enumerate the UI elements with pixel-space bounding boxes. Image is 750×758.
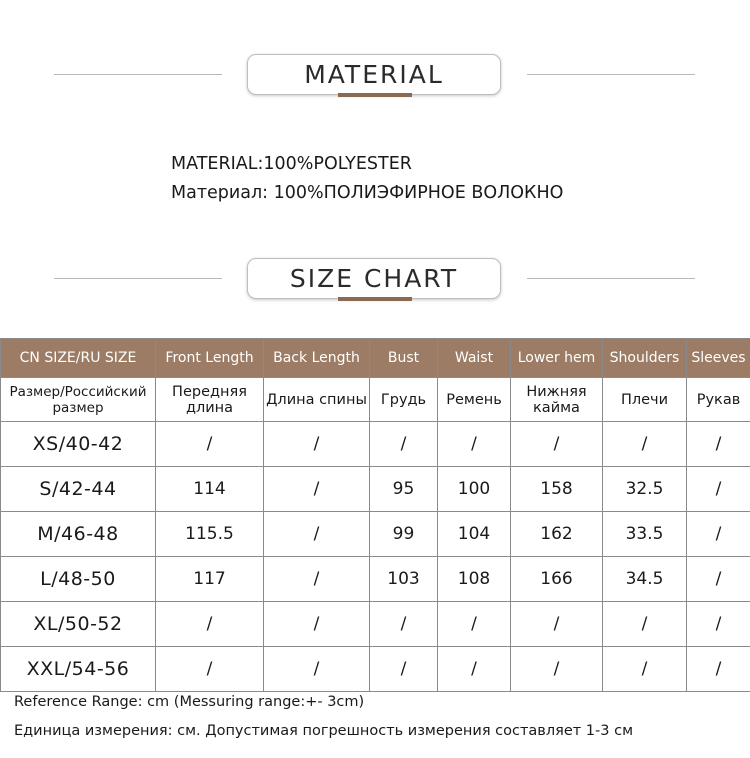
- header-ru-size: Размер/Российский размер: [1, 378, 156, 422]
- header-front-length: Front Length: [156, 339, 264, 378]
- size-cell: M/46-48: [1, 512, 156, 557]
- table-cell: /: [264, 557, 370, 602]
- table-row: [1, 602, 750, 647]
- table-cell: /: [370, 602, 438, 647]
- table-cell: 32.5: [603, 467, 687, 512]
- table-row: [1, 557, 750, 602]
- size-chart-title: SIZE CHART: [289, 264, 459, 293]
- table-cell: /: [603, 647, 687, 692]
- reference-note-en: Reference Range: cm (Messuring range:+- 3cm): [14, 694, 365, 710]
- table-cell: 104: [438, 512, 511, 557]
- header-ru-bust: Грудь: [370, 378, 438, 422]
- table-row: [1, 422, 750, 467]
- table-cell: /: [264, 647, 370, 692]
- table-cell: /: [264, 467, 370, 512]
- table-header-row-ru: [1, 378, 750, 422]
- divider-right: [527, 74, 695, 75]
- table-row: [1, 512, 750, 557]
- table-cell: /: [264, 422, 370, 467]
- table-cell: 34.5: [603, 557, 687, 602]
- header-bust: Bust: [370, 339, 438, 378]
- size-chart-section-header: [0, 258, 750, 304]
- material-description: [171, 150, 563, 208]
- table-cell: /: [687, 557, 750, 602]
- size-cell: L/48-50: [1, 557, 156, 602]
- header-ru-back-length: Длина спины: [264, 378, 370, 422]
- table-cell: /: [511, 647, 603, 692]
- header-ru-front-length: Передняя длина: [156, 378, 264, 422]
- table-cell: /: [370, 422, 438, 467]
- table-header-row-en: [1, 339, 750, 378]
- table-cell: /: [511, 602, 603, 647]
- header-ru-shoulders: Плечи: [603, 378, 687, 422]
- table-cell: /: [687, 512, 750, 557]
- table-cell: /: [156, 422, 264, 467]
- table-cell: 100: [438, 467, 511, 512]
- table-cell: /: [687, 647, 750, 692]
- table-cell: 99: [370, 512, 438, 557]
- size-cell: XL/50-52: [1, 602, 156, 647]
- header-size: CN SIZE/RU SIZE: [1, 339, 156, 378]
- header-ru-waist: Ремень: [438, 378, 511, 422]
- divider-left: [54, 74, 222, 75]
- size-cell: XS/40-42: [1, 422, 156, 467]
- table-cell: 158: [511, 467, 603, 512]
- table-cell: 33.5: [603, 512, 687, 557]
- table-cell: 117: [156, 557, 264, 602]
- table-cell: /: [687, 422, 750, 467]
- table-cell: 162: [511, 512, 603, 557]
- table-row: [1, 467, 750, 512]
- material-section-header: [0, 54, 750, 100]
- table-cell: /: [511, 422, 603, 467]
- table-cell: /: [264, 512, 370, 557]
- material-line-en: MATERIAL:100%POLYESTER: [171, 154, 412, 174]
- divider-left: [54, 278, 222, 279]
- table-cell: 115.5: [156, 512, 264, 557]
- size-cell: S/42-44: [1, 467, 156, 512]
- divider-right: [527, 278, 695, 279]
- table-row: [1, 647, 750, 692]
- material-line-ru: Материал: 100%ПОЛИЭФИРНОЕ ВОЛОКНО: [171, 183, 564, 203]
- material-title: MATERIAL: [304, 60, 444, 89]
- material-title-badge: [247, 54, 501, 95]
- table-cell: /: [438, 422, 511, 467]
- header-shoulders: Shoulders: [603, 339, 687, 378]
- table-cell: 166: [511, 557, 603, 602]
- size-chart-table: [0, 338, 750, 692]
- header-lower-hem: Lower hem: [511, 339, 603, 378]
- header-ru-sleeves: Рукав: [687, 378, 750, 422]
- size-cell: XXL/54-56: [1, 647, 156, 692]
- table-cell: 95: [370, 467, 438, 512]
- title-underline: [338, 297, 412, 301]
- table-cell: 103: [370, 557, 438, 602]
- table-cell: /: [438, 602, 511, 647]
- reference-note-ru: Единица измерения: см. Допустимая погрешность измерения составляет 1-3 см: [14, 723, 634, 739]
- table-cell: /: [264, 602, 370, 647]
- table-cell: 114: [156, 467, 264, 512]
- table-cell: /: [687, 602, 750, 647]
- table-cell: /: [603, 602, 687, 647]
- size-chart-title-badge: [247, 258, 501, 299]
- table-cell: /: [438, 647, 511, 692]
- table-cell: /: [603, 422, 687, 467]
- table-cell: /: [687, 467, 750, 512]
- title-underline: [338, 93, 412, 97]
- header-back-length: Back Length: [264, 339, 370, 378]
- table-cell: 108: [438, 557, 511, 602]
- table-cell: /: [156, 647, 264, 692]
- table-cell: /: [156, 602, 264, 647]
- table-cell: /: [370, 647, 438, 692]
- header-sleeves: Sleeves: [687, 339, 750, 378]
- header-ru-lower-hem: Нижняя кайма: [511, 378, 603, 422]
- header-waist: Waist: [438, 339, 511, 378]
